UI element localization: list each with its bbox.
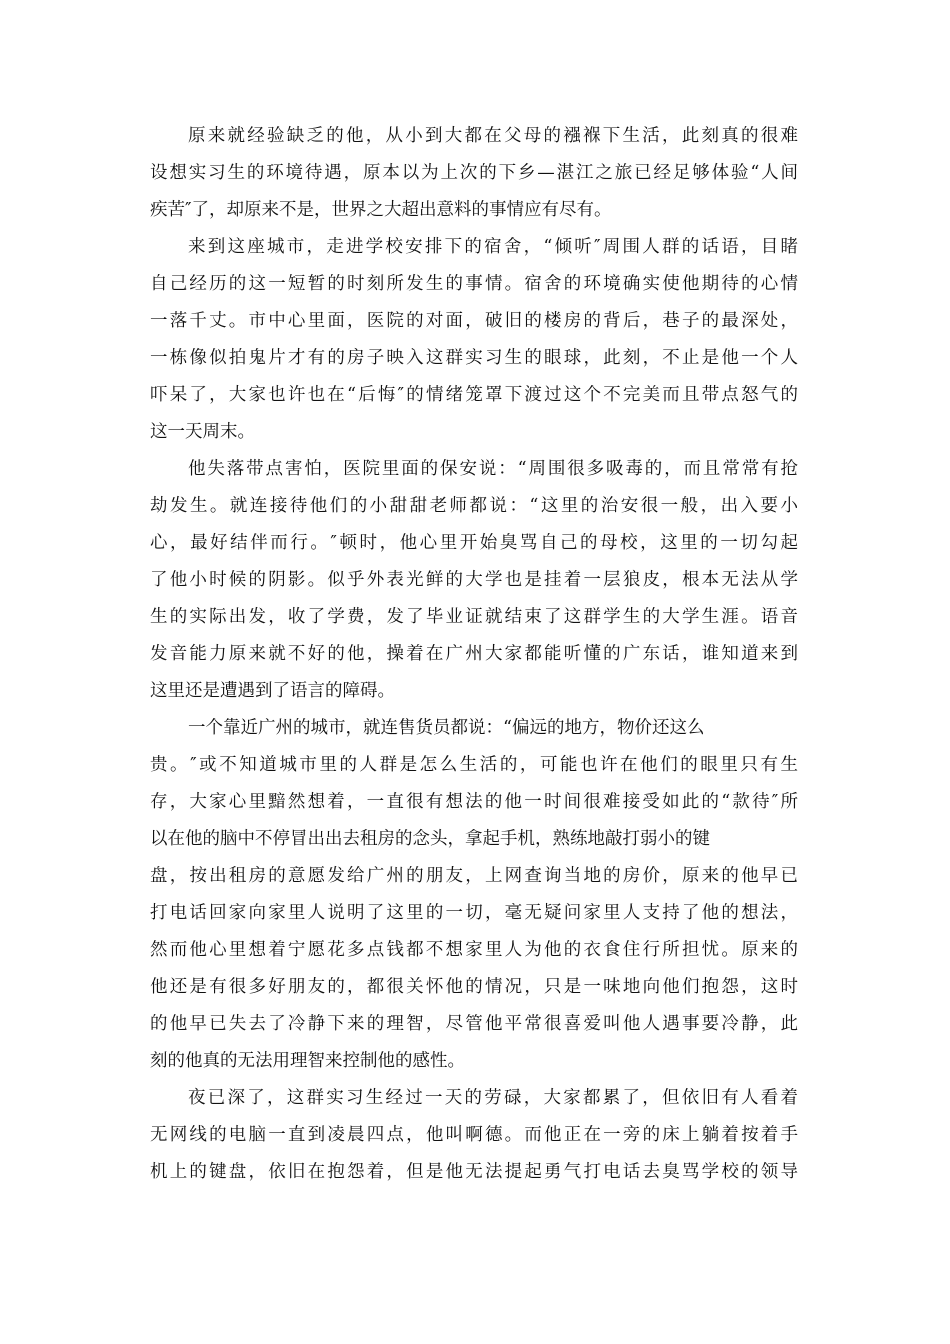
- text-line: 的他早已失去了冷静下来的理智，尽管他平常很喜爱叫他人遇事要冷静，此: [150, 1014, 798, 1034]
- text-line: 夜已深了，这群实习生经过一天的劳碌，大家都累了，但依旧有人看着: [188, 1088, 798, 1108]
- paragraph-4: [150, 710, 798, 1080]
- text-line: 这一天周末。: [150, 422, 255, 442]
- text-line: 设想实习生的环境待遇，原本以为上次的下乡—湛江之旅已经足够体验“人间: [150, 163, 798, 183]
- text-line: 贵。″或不知道城市里的人群是怎么生活的，可能也许在他们的眼里只有生: [150, 755, 798, 775]
- text-line: 一栋像似拍鬼片才有的房子映入这群实习生的眼球，此刻，不止是他一个人: [150, 348, 798, 368]
- text-line: 盘，按出租房的意愿发给广州的朋友，上网查询当地的房价，原来的他早已: [150, 866, 798, 886]
- paragraph-5: [150, 1080, 798, 1191]
- text-line: 一个靠近广州的城市，就连售货员都说：“偏远的地方，物价还这么: [188, 718, 705, 738]
- text-line: 这里还是遭遇到了语言的障碍。: [150, 681, 395, 701]
- paragraph-2: [150, 229, 798, 451]
- text-line: 疾苦″了，却原来不是，世界之大超出意料的事情应有尽有。: [150, 200, 612, 220]
- text-line: 机上的键盘，依旧在抱怨着，但是他无法提起勇气打电话去臭骂学校的领导: [150, 1162, 798, 1182]
- text-line: 心，最好结伴而行。″顿时，他心里开始臭骂自己的母校，这里的一切勾起: [150, 533, 798, 553]
- text-line: 原来就经验缺乏的他，从小到大都在父母的襁褓下生活，此刻真的很难: [188, 126, 798, 146]
- text-line: 他失落带点害怕，医院里面的保安说：“周围很多吸毒的，而且常常有抢: [188, 459, 798, 479]
- text-line: 劫发生。就连接待他们的小甜甜老师都说：“这里的治安很一般，出入要小: [150, 496, 798, 516]
- text-line: 刻的他真的无法用理智来控制他的感性。: [150, 1051, 465, 1071]
- text-line: 吓呆了，大家也许也在“后悔″的情绪笼罩下渡过这个不完美而且带点怒气的: [150, 385, 798, 405]
- text-line: 他还是有很多好朋友的，都很关怀他的情况，只是一味地向他们抱怨，这时: [150, 977, 798, 997]
- text-line: 生的实际出发，收了学费，发了毕业证就结束了这群学生的大学生涯。语音: [150, 607, 798, 627]
- text-line: 存，大家心里黯然想着，一直很有想法的他一时间很难接受如此的“款待″所: [150, 792, 798, 812]
- paragraph-1: [150, 118, 798, 229]
- text-line: 以在他的脑中不停冒出出去租房的念头，拿起手机，熟练地敲打弱小的键: [150, 829, 710, 849]
- text-line: 来到这座城市，走进学校安排下的宿舍，“倾听″周围人群的话语，目睹: [188, 237, 798, 257]
- paragraph-3: [150, 451, 798, 710]
- text-line: 无网线的电脑一直到凌晨四点，他叫啊德。而他正在一旁的床上躺着按着手: [150, 1125, 798, 1145]
- text-line: 然而他心里想着宁愿花多点钱都不想家里人为他的衣食住行所担忧。原来的: [150, 940, 798, 960]
- text-line: 打电话回家向家里人说明了这里的一切，毫无疑问家里人支持了他的想法，: [150, 903, 798, 923]
- text-line: 了他小时候的阴影。似乎外表光鲜的大学也是挂着一层狼皮，根本无法从学: [150, 570, 798, 590]
- document-body: [150, 118, 798, 1191]
- text-line: 一落千丈。市中心里面，医院的对面，破旧的楼房的背后，巷子的最深处，: [150, 311, 798, 331]
- text-line: 自己经历的这一短暂的时刻所发生的事情。宿舍的环境确实使他期待的心情: [150, 274, 798, 294]
- text-line: 发音能力原来就不好的他，操着在广州大家都能听懂的广东话，谁知道来到: [150, 644, 798, 664]
